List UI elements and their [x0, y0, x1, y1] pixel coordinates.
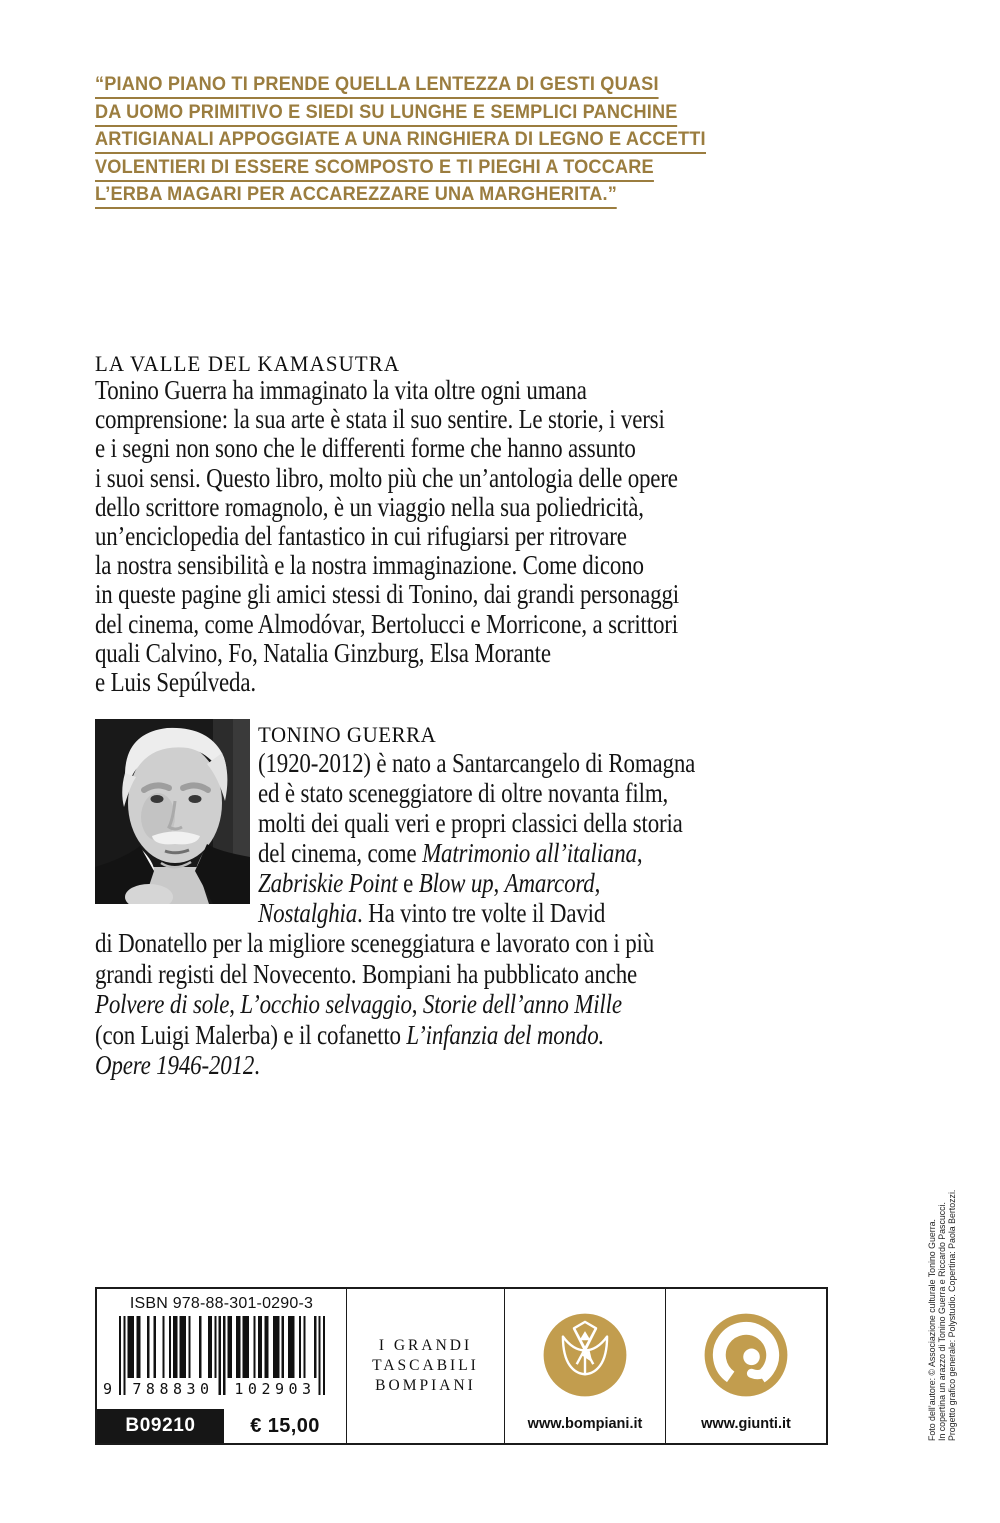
barcode-digit-group1: 788830	[132, 1380, 214, 1398]
quote-line-text: L’ERBA MAGARI PER ACCAREZZARE UNA MARGHERITA.”	[95, 184, 617, 209]
quote-line	[95, 184, 752, 212]
quote-line-text: “PIANO PIANO TI PRENDE QUELLA LENTEZZA DI GESTI QUASI	[95, 74, 659, 99]
bio-line: Zabriskie Point e Blow up, Amarcord,	[258, 868, 601, 898]
bio-line: ed è stato sceneggiatore di oltre novanta film,	[258, 778, 669, 808]
bompiani-url: www.bompiani.it	[527, 1416, 643, 1432]
bio-line: (1920-2012) è nato a Santarcangelo di Romagna	[258, 748, 696, 778]
bio-line: grandi registi del Novecento. Bompiani ha pubblicato anche	[95, 958, 638, 989]
bio-line: Nostalghia. Ha vinto tre volte il David	[258, 898, 606, 928]
price-label: € 15,00	[224, 1409, 346, 1443]
quote-line-text: DA UOMO PRIMITIVO E SIEDI SU LUNGHE E SEMPLICI PANCHINE	[95, 102, 678, 127]
isbn-label: ISBN 978-88-301-0290-3	[129, 1295, 314, 1312]
footer-strip	[95, 1287, 828, 1445]
quote-line	[95, 157, 752, 185]
credit-line: Foto dell’autore: © Associazione culturale Tonino Guerra.	[927, 1219, 937, 1441]
quote-line	[95, 102, 752, 130]
synopsis-line: la nostra sensibilità e la nostra immaginazione. Come dicono	[95, 550, 644, 581]
synopsis-line: del cinema, come Almodóvar, Bertolucci e Morricone, a scrittori	[95, 608, 678, 639]
quote-line-text: ARTIGIANALI APPOGGIATE A UNA RINGHIERA DI LEGNO E ACCETTI	[95, 129, 706, 154]
credit-line: Progetto grafico generale: Polystudio. Copertina: Paola Bertozzi.	[946, 1189, 957, 1441]
print-credits	[928, 1109, 958, 1441]
author-bio-beside-photo	[258, 749, 772, 929]
author-photo	[95, 719, 250, 904]
synopsis-line: dello scrittore romagnolo, è un viaggio nella sua poliedricità,	[95, 491, 644, 522]
credit-line: In copertina un arazzo di Tonino Guerra e Riccardo Pascucci.	[936, 1202, 947, 1441]
synopsis-line: quali Calvino, Fo, Natalia Ginzburg, Elsa Morante	[95, 637, 551, 668]
synopsis-line: un’enciclopedia del fantastico in cui rifugiarsi per ritrovare	[95, 520, 627, 551]
synopsis-line: comprensione: la sua arte è stata il suo sentire. Le storie, i versi	[95, 404, 665, 435]
synopsis-line: i suoi sensi. Questo libro, molto più che un’antologia delle opere	[95, 462, 678, 493]
giunti-url: www.giunti.it	[701, 1416, 791, 1432]
giunti-panel	[666, 1289, 826, 1443]
barcode-digit-group2: 102903	[234, 1380, 316, 1398]
barcode-digit-lead: 9	[103, 1380, 113, 1398]
bio-line: del cinema, come Matrimonio all’italiana,	[258, 838, 643, 868]
author-portrait-image	[95, 719, 250, 904]
bio-line: Opere 1946-2012.	[95, 1050, 260, 1080]
author-name: TONINO GUERRA	[258, 722, 437, 747]
bio-line: (con Luigi Malerba) e il cofanetto L’infanzia del mondo.	[95, 1019, 605, 1050]
quote-line-text: VOLENTIERI DI ESSERE SCOMPOSTO E TI PIEGHI A TOCCARE	[95, 157, 654, 182]
edition-code-badge: B09210	[97, 1409, 224, 1443]
quote-line	[95, 74, 752, 102]
quote-line	[95, 129, 752, 157]
bio-line: Polvere di sole, L’occhio selvaggio, Storie dell’anno Mille	[95, 989, 622, 1019]
bio-line: molti dei quali veri e propri classici della storia	[258, 808, 683, 838]
barcode-panel	[97, 1289, 347, 1443]
synopsis-line: Tonino Guerra ha immaginato la vita oltre ogni umana	[95, 375, 587, 405]
synopsis-line: in queste pagine gli amici stessi di Tonino, dai grandi personaggi	[95, 579, 679, 610]
bio-line: di Donatello per la migliore sceneggiatura e lavorato con i più	[95, 928, 655, 958]
cover-quote	[95, 74, 752, 212]
book-title: LA VALLE DEL KAMASUTRA	[95, 351, 401, 376]
bompiani-panel	[505, 1289, 666, 1443]
bompiani-logo-icon	[505, 1309, 665, 1406]
synopsis-text	[95, 376, 782, 697]
synopsis-line: e i segni non sono che le differenti forme che hanno assunto	[95, 433, 636, 464]
author-bio-full-width	[95, 929, 753, 1082]
series-logotype: I GRANDI TASCABILI BOMPIANI	[372, 1337, 479, 1394]
giunti-logo-icon	[666, 1309, 826, 1406]
synopsis-line: e Luis Sepúlveda.	[95, 666, 256, 697]
series-panel	[347, 1289, 505, 1443]
code-price-row	[97, 1409, 346, 1443]
